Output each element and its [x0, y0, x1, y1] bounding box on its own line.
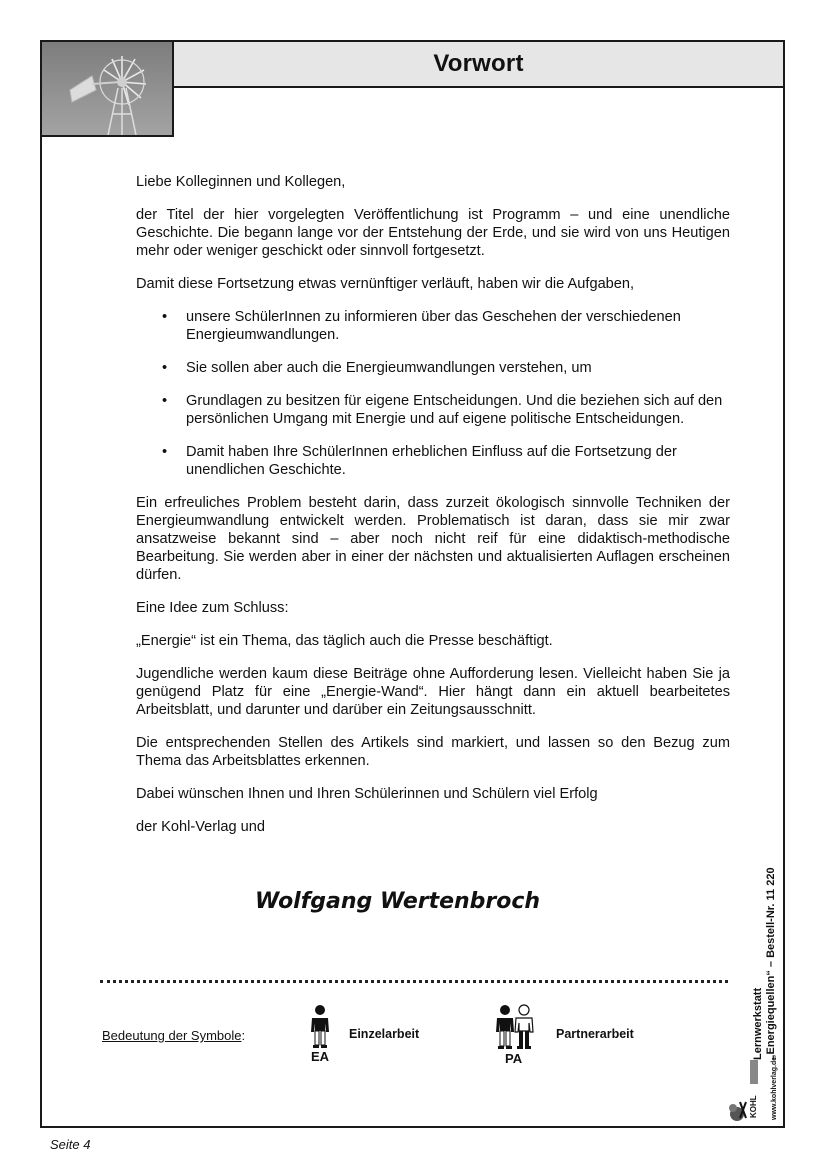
page-number: Seite 4	[50, 1137, 91, 1152]
single-person-icon	[309, 1004, 331, 1048]
dotted-divider	[100, 980, 728, 983]
side-line-1: Lernwerkstatt	[752, 987, 764, 1060]
title-bar	[172, 40, 785, 88]
ea-code: EA	[311, 1049, 330, 1064]
paragraph-2: Damit diese Fortsetzung etwas vernünftiger verläuft, haben wir die Aufgaben,	[136, 276, 635, 292]
bullet-list	[136, 308, 730, 479]
paragraph-5: „Energie“ ist ein Thema, das täglich auch die Presse beschäftigt.	[136, 633, 553, 649]
pa-text: Partnerarbeit	[556, 1027, 634, 1041]
paragraph-7: Die entsprechenden Stellen des Artikels sind markiert, und lassen so den Bezug zum Thema das Arbeitsblattes erkennen.	[136, 735, 730, 769]
side-line-2: „Energiequellen“ – Bestell-Nr. 11 220	[765, 867, 777, 1060]
bullet-item-3: • Grundlagen zu besitzen für eigene Entscheidungen. Und die beziehen sich auf den persönlichen Umgang mit Energie und auf eigene politische Entscheidungen.	[136, 392, 730, 428]
side-imprint	[752, 680, 778, 1060]
foreword-body	[136, 173, 730, 851]
ea-text: Einzelarbeit	[349, 1027, 420, 1041]
pa-code: PA	[505, 1051, 523, 1066]
logo-text: KOHL	[749, 1095, 758, 1118]
author-signature: Wolfgang Wertenbroch	[255, 889, 541, 914]
bullet-item-1: • unsere SchülerInnen zu informieren über das Geschehen der verschiedenen Energieumwandlungen.	[136, 308, 730, 344]
paragraph-3: Ein erfreuliches Problem besteht darin, dass zurzeit ökologisch sinnvolle Techniken der Energieumwandlung entwickelt werden. Problematisch ist daran, dass sie mir zwar ansatzweise bekannt sind – aber noch nicht reif für eine didaktisch-methodische Bearbeitung. Sie werden aber in einer der nächsten und aktualisierten Auflagen erscheinen dürfen.	[136, 495, 730, 583]
bullet-item-4: • Damit haben Ihre SchülerInnen erheblichen Einfluss auf die Fortsetzung der unendlichen Geschichte.	[136, 443, 730, 479]
paragraph-4: Eine Idee zum Schluss:	[136, 600, 289, 616]
publisher-url: www.kohlverlag.de	[771, 1056, 778, 1120]
paragraph-6: Jugendliche werden kaum diese Beiträge ohne Aufforderung lesen. Vielleicht haben Sie ja genügend Platz für eine „Energie-Wand“. Hier hängt dann ein aktuell bearbeitetes Arbeitsblatt, und darunter und darüber ein Zeitungsausschnitt.	[136, 666, 730, 718]
page-title: Vorwort	[433, 50, 524, 77]
bullet-item-2: • Sie sollen aber auch die Energieumwandlungen verstehen, um	[136, 359, 730, 377]
legend-label-text: Bedeutung der Symbole	[102, 1028, 242, 1043]
partner-icon	[495, 1004, 535, 1050]
salutation: Liebe Kolleginnen und Kollegen,	[136, 174, 346, 190]
windmill-photo	[40, 40, 174, 137]
paragraph-9: der Kohl-Verlag und	[136, 819, 265, 835]
paragraph-1: der Titel der hier vorgelegten Veröffentlichung ist Programm – und eine unendliche Geschichte. Die begann lange vor der Entstehung der Erde, und sie wird von uns Heutigen mehr oder weniger geschickt oder sinnvoll fortgesetzt.	[136, 207, 730, 259]
paragraph-8: Dabei wünschen Ihnen und Ihren Schülerinnen und Schülern viel Erfolg	[136, 786, 598, 802]
publisher-logo	[728, 1050, 766, 1122]
legend-colon: :	[241, 1028, 246, 1043]
legend-label	[102, 1028, 245, 1043]
